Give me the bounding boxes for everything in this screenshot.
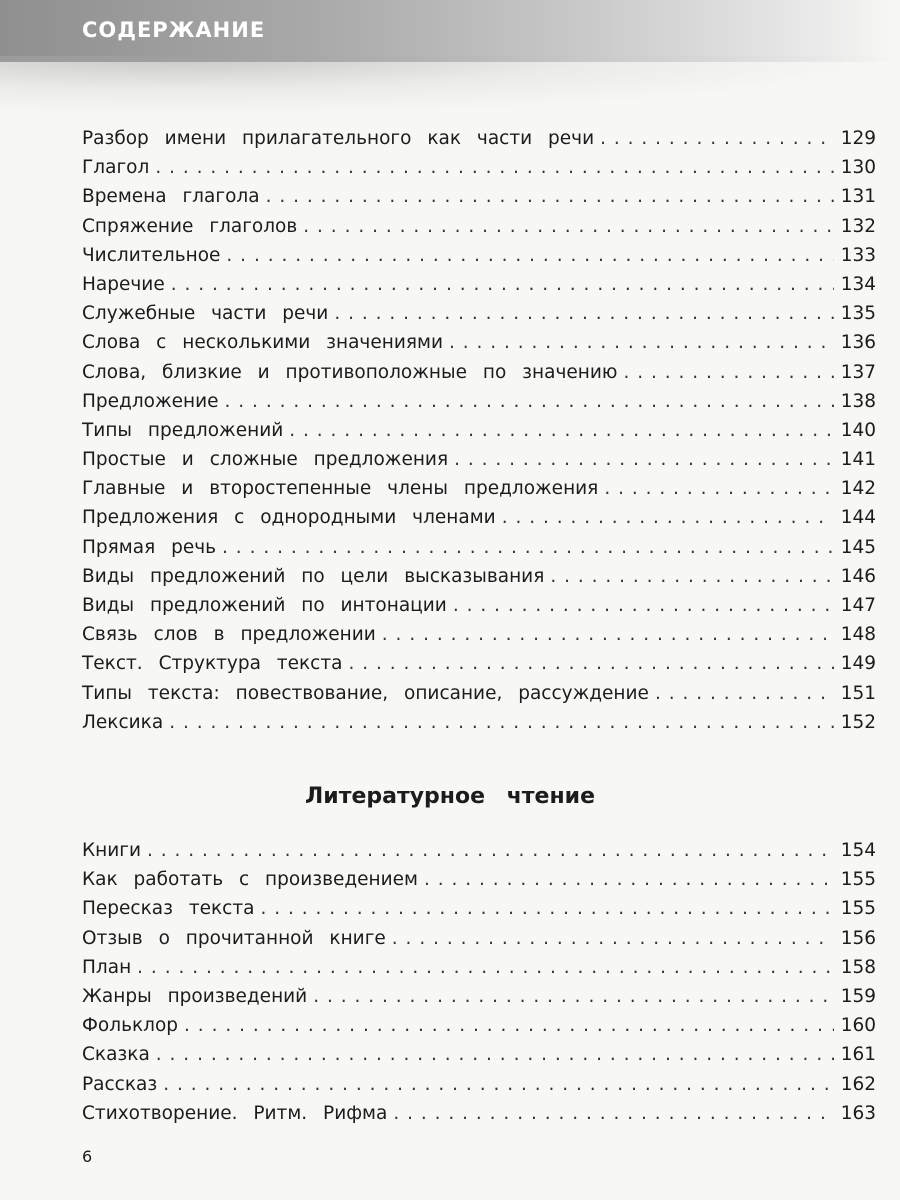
toc-entry-page: 158	[840, 956, 876, 978]
dot-leader	[313, 982, 834, 1011]
dot-leader	[449, 328, 834, 357]
toc-entry-page: 132	[840, 215, 876, 237]
toc-entry-page: 155	[840, 869, 876, 891]
toc-entry	[82, 865, 876, 894]
dot-leader	[604, 474, 834, 503]
dot-leader	[392, 924, 834, 953]
toc-list-literature	[82, 836, 876, 1128]
dot-leader	[184, 1011, 834, 1040]
toc-entry-title: Типы предложений	[82, 419, 284, 441]
toc-entry-page: 141	[840, 449, 876, 471]
toc-entry-page: 134	[840, 273, 876, 295]
toc-entry-title: Прямая речь	[82, 536, 217, 558]
toc-entry-title: Лексика	[82, 711, 164, 733]
dot-leader	[225, 387, 834, 416]
toc-entry-title: Книги	[82, 840, 141, 861]
toc-entry-title: Связь слов в предложении	[82, 624, 376, 646]
dot-leader	[655, 679, 834, 708]
toc-entry-title: Простые и сложные предложения	[82, 449, 449, 471]
toc-entry-page: 148	[840, 624, 876, 646]
toc-entry-title: Текст. Структура текста	[82, 653, 343, 675]
toc-entry-title: Главные и второстепенные члены предложения	[82, 478, 599, 500]
toc-entry-page: 152	[840, 711, 876, 733]
toc-entry-title: Виды предложений по интонации	[82, 595, 447, 616]
toc-entry-page: 135	[840, 303, 876, 325]
toc-entry-page: 145	[840, 536, 876, 558]
toc-entry	[82, 1011, 876, 1040]
toc-entry	[82, 241, 876, 270]
toc-entry-page: 161	[840, 1044, 876, 1066]
toc-entry	[82, 1040, 876, 1069]
toc-entry	[82, 387, 876, 416]
dot-leader	[226, 241, 834, 270]
dot-leader	[147, 836, 834, 865]
page-title: СОДЕРЖАНИЕ	[82, 18, 266, 42]
toc-list-russian	[82, 124, 876, 737]
toc-entry	[82, 1099, 876, 1128]
dot-leader	[623, 358, 834, 387]
toc-entry	[82, 328, 876, 357]
toc-entry-page: 147	[840, 595, 876, 616]
toc-entry-page: 144	[840, 507, 876, 529]
toc-entry	[82, 124, 876, 153]
toc-entry-title: Наречие	[82, 273, 165, 295]
toc-entry	[82, 953, 876, 982]
dot-leader	[303, 212, 834, 241]
toc-entry-page: 142	[840, 478, 876, 500]
toc-entry	[82, 153, 876, 182]
toc-entry-title: Как работать с произведением	[82, 869, 418, 891]
toc-entry	[82, 358, 876, 387]
toc-entry	[82, 503, 876, 532]
toc-entry	[82, 620, 876, 649]
toc-entry-page: 146	[840, 565, 876, 587]
toc-entry-page: 136	[840, 332, 876, 354]
toc-entry	[82, 708, 876, 737]
toc-entry-title: Времена глагола	[82, 186, 260, 208]
dot-leader	[156, 1040, 834, 1069]
header-decoration	[0, 56, 900, 116]
dot-leader	[155, 153, 834, 182]
toc-entry-title: Жанры произведений	[82, 985, 308, 1007]
toc-entry-title: Спряжение глаголов	[82, 215, 298, 237]
toc-entry-title: Разбор имени прилагательного как части речи	[82, 128, 595, 149]
toc-entry-page: 130	[840, 157, 876, 179]
toc-entry	[82, 212, 876, 241]
toc-entry	[82, 416, 876, 445]
toc-entry	[82, 562, 876, 591]
toc-entry	[82, 649, 876, 678]
toc-entry-title: Предложение	[82, 390, 219, 412]
dot-leader	[502, 503, 834, 532]
toc-entry-page: 163	[840, 1102, 876, 1124]
toc-entry	[82, 679, 876, 708]
toc-entry-page: 138	[840, 390, 876, 412]
toc-entry-title: Пересказ текста	[82, 898, 255, 920]
dot-leader	[163, 1070, 834, 1099]
toc-entry	[82, 894, 876, 923]
toc-entry	[82, 982, 876, 1011]
dot-leader	[382, 620, 834, 649]
toc-entry	[82, 533, 876, 562]
toc-entry-title: Глагол	[82, 157, 150, 179]
dot-leader	[171, 270, 834, 299]
toc-entry-page: 156	[840, 927, 876, 949]
section-heading: Литературное чтение	[305, 784, 595, 809]
toc-entry	[82, 182, 876, 211]
dot-leader	[453, 591, 834, 620]
toc-entry-page: 133	[840, 244, 876, 266]
toc-entry	[82, 591, 876, 620]
dot-leader	[260, 894, 834, 923]
toc-entry-title: Фольклор	[82, 1015, 179, 1037]
page-number: 6	[82, 1147, 93, 1166]
dot-leader	[550, 562, 834, 591]
toc-entry-page: 131	[840, 186, 876, 208]
dot-leader	[393, 1099, 834, 1128]
toc-entry-page: 140	[840, 419, 876, 441]
toc-entry-title: Отзыв о прочитанной книге	[82, 927, 386, 949]
toc-entry-title: Рассказ	[82, 1073, 158, 1095]
toc-entry-title: Слова, близкие и противоположные по значению	[82, 361, 618, 383]
toc-entry	[82, 270, 876, 299]
toc-entry-page: 154	[840, 840, 876, 861]
toc-entry-title: Предложения с однородными членами	[82, 507, 496, 529]
toc-entry-page: 160	[840, 1015, 876, 1037]
toc-entry-title: Сказка	[82, 1044, 150, 1066]
toc-entry	[82, 924, 876, 953]
toc-entry-title: Служебные части речи	[82, 303, 329, 325]
toc-entry	[82, 474, 876, 503]
dot-leader	[334, 299, 834, 328]
toc-entry-title: Стихотворение. Ритм. Рифма	[82, 1102, 388, 1124]
toc-entry	[82, 299, 876, 328]
toc-entry-page: 149	[840, 653, 876, 675]
toc-entry-title: План	[82, 956, 132, 978]
toc-entry-title: Виды предложений по цели высказывания	[82, 565, 545, 587]
dot-leader	[454, 445, 834, 474]
toc-entry-title: Слова с несколькими значениями	[82, 332, 443, 354]
dot-leader	[266, 182, 834, 211]
toc-entry-page: 151	[840, 682, 876, 704]
dot-leader	[600, 124, 834, 153]
toc-entry-title: Типы текста: повествование, описание, рассуждение	[82, 682, 649, 704]
toc-entry-page: 137	[840, 361, 876, 383]
dot-leader	[169, 708, 834, 737]
dot-leader	[424, 865, 834, 894]
toc-entry	[82, 445, 876, 474]
toc-entry	[82, 1070, 876, 1099]
toc-entry	[82, 836, 876, 865]
dot-leader	[348, 649, 834, 678]
dot-leader	[289, 416, 834, 445]
toc-entry-title: Числительное	[82, 244, 221, 266]
toc-entry-page: 159	[840, 985, 876, 1007]
toc-entry-page: 155	[840, 898, 876, 920]
toc-entry-page: 129	[840, 128, 876, 149]
dot-leader	[222, 533, 834, 562]
dot-leader	[137, 953, 834, 982]
toc-entry-page: 162	[840, 1073, 876, 1095]
